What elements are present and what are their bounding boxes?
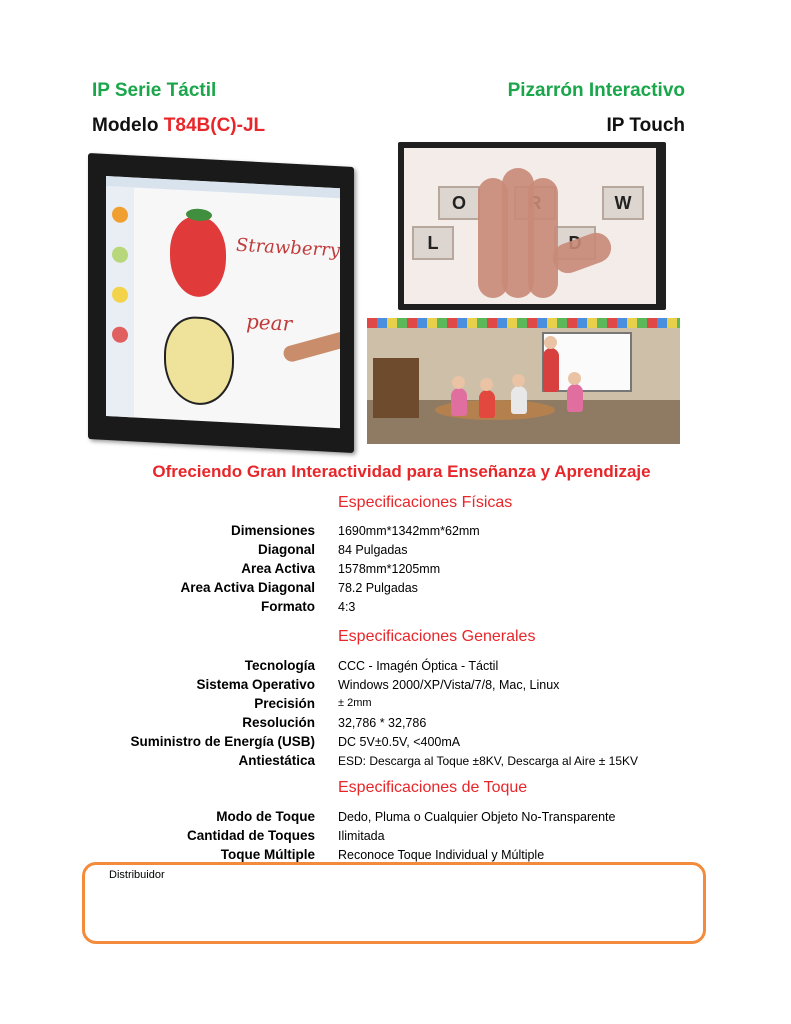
section-title-touch: Especificaciones de Toque [338, 779, 528, 796]
whiteboard-photo [84, 156, 362, 450]
spec-value: ESD: Descarga al Toque ±8KV, Descarga al Aire ± 15KV [338, 754, 639, 768]
classroom-photo [367, 318, 680, 444]
strawberry-word: Strawberry [236, 234, 340, 262]
spec-value: 78.2 Pulgadas [338, 581, 418, 595]
spec-value: 1578mm*1205mm [338, 562, 441, 576]
spec-label: Sistema Operativo [196, 677, 315, 692]
strawberry-drawing [170, 215, 226, 298]
spec-label: Dimensiones [230, 523, 315, 538]
key-l: L [412, 226, 454, 260]
model-prefix: Modelo [92, 115, 164, 136]
spec-label: Modo de Toque [216, 809, 315, 824]
spec-label: Cantidad de Toques [186, 828, 315, 843]
spec-value: 84 Pulgadas [338, 543, 408, 557]
spec-label: Area Activa [241, 561, 315, 576]
touch-keys-photo [398, 142, 666, 310]
model-code: T84B(C)-JL [163, 115, 266, 136]
spec-label: Diagonal [257, 542, 315, 557]
spec-value: Ilimitada [338, 829, 385, 843]
key-o: O [438, 186, 480, 220]
spec-value: CCC - Imagén Óptica - Táctil [338, 659, 499, 673]
series-title: IP Serie Táctil [92, 80, 217, 101]
spec-value: DC 5V±0.5V, <400mA [338, 735, 461, 749]
spec-label: Formato [261, 599, 315, 614]
spec-label: Area Activa Diagonal [180, 580, 315, 595]
spec-label: Tecnología [244, 658, 315, 673]
tagline: Ofreciendo Gran Interactividad para Enseñanza y Aprendizaje [152, 462, 651, 481]
distributor-label: Distribuidor [109, 869, 165, 881]
spec-label: Antiestática [238, 753, 315, 768]
spec-label: Resolución [242, 715, 315, 730]
product-type-title: Pizarrón Interactivo [507, 80, 685, 101]
distributor-box [82, 862, 706, 944]
spec-label: Toque Múltiple [220, 847, 315, 862]
model-title [92, 115, 265, 137]
spec-value: Reconoce Toque Individual y Múltiple [338, 848, 545, 862]
key-w: W [602, 186, 644, 220]
spec-value: ± 2mm [338, 697, 372, 709]
spec-label: Suministro de Energía (USB) [130, 734, 315, 749]
spec-value: Windows 2000/XP/Vista/7/8, Mac, Linux [338, 678, 560, 692]
pear-word: pear [246, 309, 293, 336]
section-title-general: Especificaciones Generales [338, 628, 536, 645]
pear-drawing [164, 315, 234, 407]
section-title-physical: Especificaciones Físicas [338, 494, 513, 511]
spec-value: 4:3 [338, 600, 356, 614]
spec-value: 32,786 * 32,786 [338, 716, 427, 730]
spec-label: Precisión [254, 696, 315, 711]
spec-value: 1690mm*1342mm*62mm [338, 524, 480, 538]
spec-value: Dedo, Pluma o Cualquier Objeto No-Transparente [338, 810, 616, 824]
brand-line: IP Touch [606, 115, 685, 136]
